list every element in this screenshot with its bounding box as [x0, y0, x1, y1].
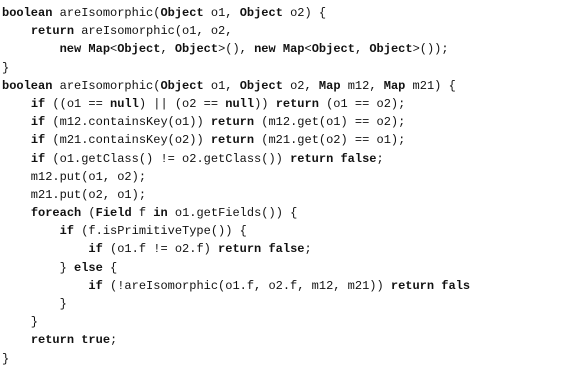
code-line — [2, 277, 583, 295]
code-line — [2, 204, 583, 222]
code-keyword: if — [30, 115, 46, 130]
code-line — [2, 240, 583, 258]
code-text: o1, — [203, 6, 240, 20]
code-keyword: foreach — [30, 206, 82, 221]
code-line — [2, 113, 583, 131]
code-keyword: return — [390, 278, 435, 293]
code-text: ; — [304, 242, 312, 257]
code-text: (o1.getClass() != o2.getClass()) — [45, 151, 291, 166]
code-text — [2, 42, 60, 56]
code-text: ; — [376, 151, 384, 166]
code-keyword: Object — [160, 6, 204, 20]
code-keyword: Object — [369, 42, 413, 57]
code-text — [2, 242, 88, 256]
code-line — [2, 150, 583, 168]
code-line — [2, 77, 583, 95]
code-line — [2, 4, 583, 22]
code-text: (!areIsomorphic(o1.f, o2.f, m12, m21)) — [102, 278, 391, 293]
code-keyword: new — [59, 42, 82, 57]
code-text: } — [2, 260, 75, 275]
code-text: < — [110, 42, 118, 57]
code-listing — [2, 4, 583, 368]
code-line — [2, 131, 583, 149]
code-keyword: if — [88, 242, 103, 257]
code-text — [2, 224, 60, 238]
code-keyword: return — [218, 242, 262, 257]
code-keyword: Map — [282, 42, 305, 57]
code-text: >()); — [412, 42, 449, 57]
code-text: (m21.containsKey(o2)) — [45, 133, 211, 148]
code-keyword: Object — [311, 42, 355, 57]
code-text: )) — [254, 96, 276, 111]
code-text: < — [304, 42, 312, 57]
code-text — [276, 42, 283, 56]
code-text: o2) { — [282, 6, 327, 20]
code-keyword: Object — [117, 42, 161, 57]
code-text — [2, 206, 31, 220]
code-text: f — [131, 206, 154, 221]
code-keyword: Object — [239, 78, 283, 93]
code-text: m12, — [340, 78, 384, 93]
code-text: ((o1 == — [45, 96, 111, 111]
code-line — [2, 95, 583, 113]
code-keyword: in — [153, 206, 168, 221]
code-keyword: if — [59, 224, 75, 239]
code-text: areIsomorphic( — [52, 78, 161, 93]
code-text: } — [2, 60, 10, 75]
code-keyword: null — [110, 96, 139, 111]
code-keyword: return — [30, 24, 75, 39]
code-line — [2, 222, 583, 240]
code-keyword: Map — [383, 78, 406, 93]
code-text: ( — [81, 206, 96, 221]
code-line — [2, 313, 583, 331]
code-keyword: Object — [174, 42, 219, 57]
code-text: o2, — [282, 78, 319, 93]
code-text — [2, 279, 88, 293]
code-text: areIsomorphic( — [52, 6, 161, 20]
code-text: m21.put(o2, o1); — [2, 187, 147, 202]
code-text: (m21.get(o2) == o1); — [254, 133, 406, 148]
code-text: >(), — [218, 42, 255, 57]
code-line — [2, 40, 583, 58]
code-keyword: return — [210, 115, 255, 130]
code-text — [2, 333, 31, 347]
code-keyword: Map — [318, 78, 341, 93]
code-text: ; — [110, 333, 118, 348]
code-line — [2, 331, 583, 349]
code-text: (m12.get(o1) == o2); — [254, 115, 406, 130]
code-keyword: else — [74, 260, 103, 275]
code-line — [2, 22, 583, 40]
code-keyword: if — [30, 96, 46, 111]
code-line — [2, 168, 583, 186]
code-text: o1.getFields()) { — [167, 206, 298, 221]
code-text: } — [2, 297, 67, 311]
code-line — [2, 259, 583, 277]
code-keyword: null — [225, 96, 255, 111]
code-keyword: if — [30, 151, 46, 166]
code-text — [2, 152, 31, 166]
code-keyword: return — [210, 133, 255, 148]
code-keyword: true — [81, 333, 111, 348]
code-line — [2, 186, 583, 204]
code-keyword: boolean — [2, 78, 53, 93]
code-keyword: new — [254, 42, 276, 57]
code-keyword: Object — [239, 6, 283, 20]
code-text: , — [354, 42, 370, 57]
code-text: } — [2, 315, 39, 330]
code-text: m21) { — [405, 78, 456, 93]
code-line — [2, 59, 583, 77]
code-keyword: Field — [95, 206, 132, 221]
code-text: } — [2, 351, 10, 366]
code-keyword: if — [88, 278, 103, 293]
code-text: areIsomorphic(o1, o2, — [74, 24, 233, 39]
code-keyword: false — [268, 242, 305, 257]
code-keyword: fals — [441, 278, 471, 293]
code-text: ) || (o2 == — [138, 96, 226, 111]
code-keyword: Map — [88, 42, 111, 57]
code-keyword: Object — [160, 78, 204, 93]
code-text: (o1 == o2); — [318, 96, 406, 111]
code-text: o1, — [203, 78, 240, 93]
code-keyword: return — [30, 333, 75, 348]
code-keyword: false — [340, 151, 377, 166]
code-text: m12.put(o1, o2); — [2, 169, 147, 184]
code-line — [2, 350, 583, 368]
code-text: , — [160, 42, 175, 57]
code-text: (m12.containsKey(o1)) — [45, 115, 211, 130]
code-text: (o1.f != o2.f) — [102, 242, 219, 257]
code-text: (f.isPrimitiveType()) { — [74, 224, 247, 239]
code-text — [2, 24, 31, 38]
code-keyword: boolean — [2, 6, 53, 20]
code-keyword: if — [30, 133, 46, 148]
code-keyword: return — [290, 151, 334, 166]
code-text — [2, 115, 31, 129]
code-line — [2, 295, 583, 313]
code-text: { — [102, 260, 118, 275]
code-text — [2, 97, 31, 111]
code-keyword: return — [275, 96, 319, 111]
code-text — [2, 133, 31, 147]
